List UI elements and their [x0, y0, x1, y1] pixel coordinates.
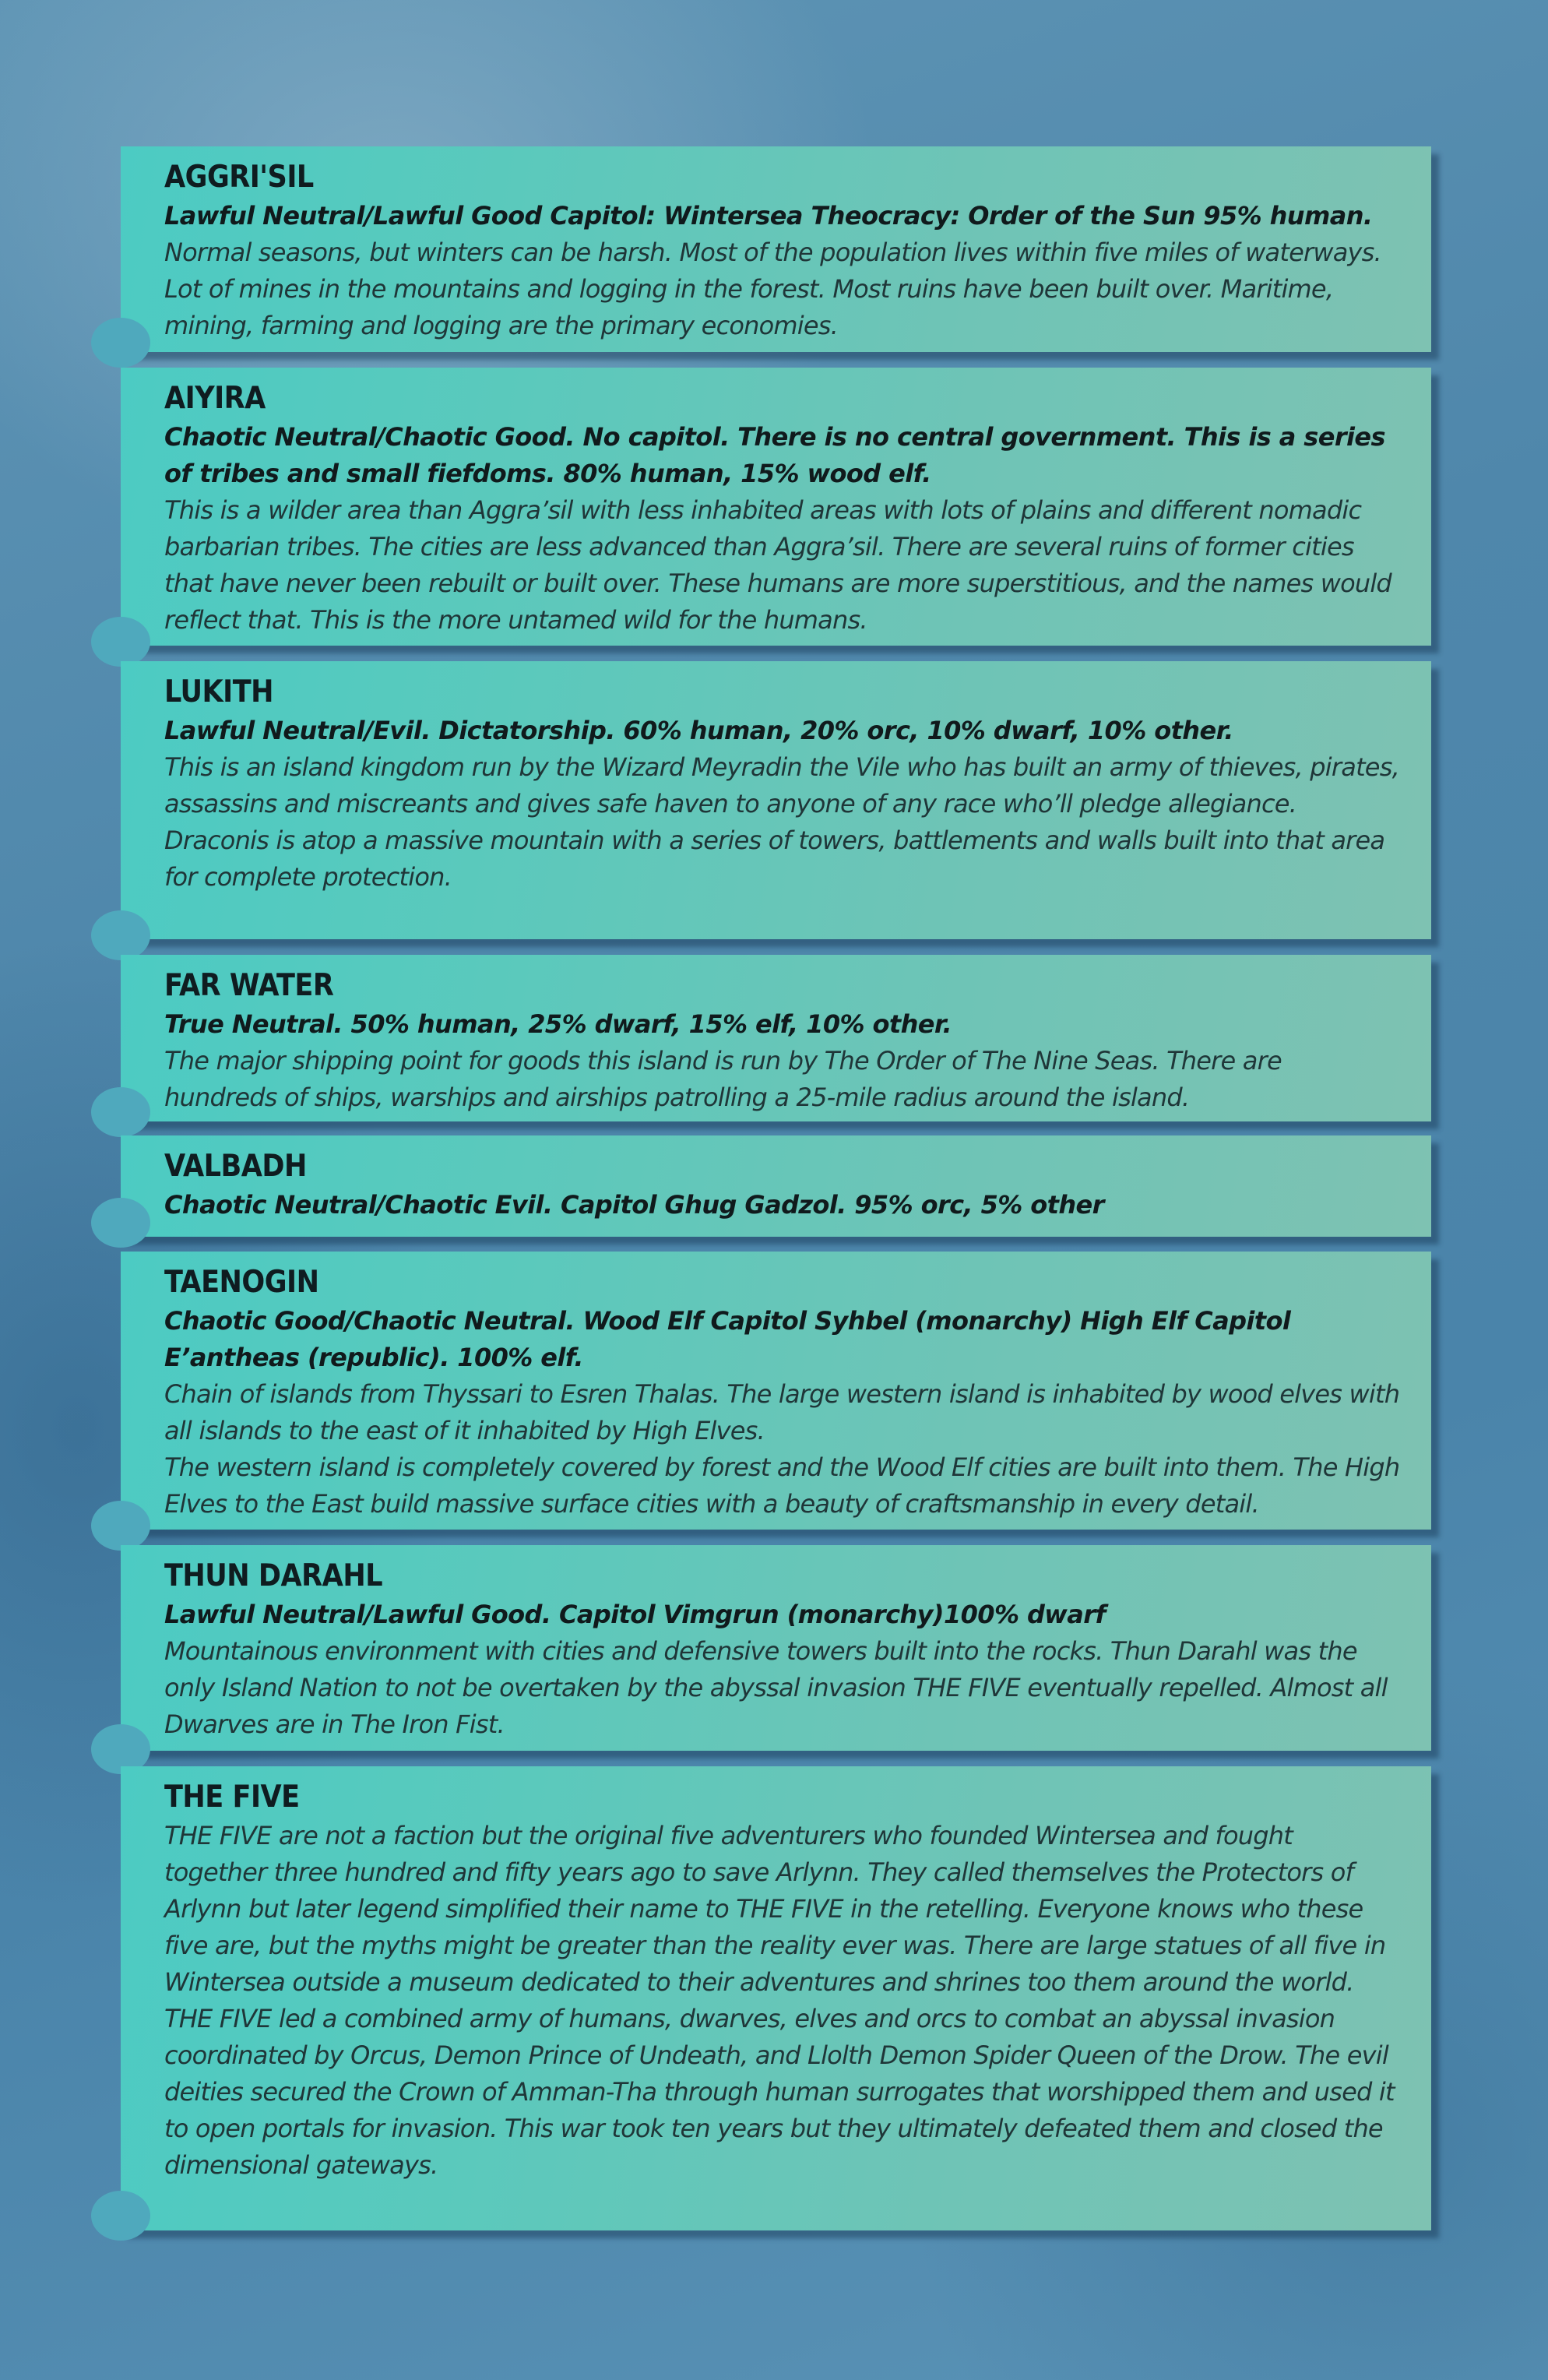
- faction-panel-far-water: [121, 955, 1431, 1121]
- faction-panel-thun-darahl: [121, 1545, 1431, 1751]
- panel-tab: [91, 1501, 150, 1551]
- panel-tab: [91, 1198, 150, 1248]
- faction-description: This is a wilder area than Aggra’sil with less inhabited areas with lots of plains and different nomadic barbarian tribes. The cities are less advanced than Aggra’sil. There are several ruins of former cities that have never been rebuilt or built over. These humans are more superstitious, and the names would reflect that. This is the more untamed wild for the humans.: [164, 495, 1391, 635]
- faction-stats: Chaotic Good/Chaotic Neutral. Wood Elf Capitol Syhbel (monarchy) High Elf Capitol E’antheas (republic). 100% elf.: [164, 1306, 1291, 1372]
- faction-description: Chain of islands from Thyssari to Esren Thalas. The large western island is inhabited by wood elves with all islands to the east of it inhabited by High Elves. The western island is completely covered by forest and the Wood Elf cities are built into them. The High Elves to the East build massive surface cities with a beauty of craftsmanship in every detail.: [164, 1379, 1400, 1519]
- faction-title: FAR WATER: [164, 968, 334, 1003]
- faction-description: This is an island kingdom run by the Wizard Meyradin the Vile who has built an army of thieves, pirates, assassins and miscreants and gives safe haven to anyone of any race who’ll pledge allegiance. Draconis is atop a massive mountain with a series of towers, battlements and walls built into that area for complete protection.: [164, 752, 1399, 892]
- faction-panel-taenogin: [121, 1252, 1431, 1530]
- faction-description: The major shipping point for goods this island is run by The Order of The Nine Seas. There are hundreds of ships, warships and airships patrolling a 25-mile radius around the island.: [164, 1046, 1282, 1112]
- faction-description: THE FIVE are not a faction but the original five adventurers who founded Wintersea and fought together three hundred and fifty years ago to save Arlynn. They called themselves the Protectors of Arlynn but later legend simplified their name to THE FIVE in the retelling. Everyone knows who these five are, but the myths might be greater than the reality ever was. There are large statues of all five in Wintersea outside a museum dedicated to their adventures and shrines too them around the world. THE FIVE led a combined army of humans, dwarves, elves and orcs to combat an abyssal invasion coordinated by Orcus, Demon Prince of Undeath, and Llolth Demon Spider Queen of the Drow. The evil deities secured the Crown of Amman-Tha through human surrogates that worshipped them and used it to open portals for invasion. This war took ten years but they ultimately defeated them and closed the dimensional gateways.: [164, 1821, 1395, 2180]
- faction-description: Mountainous environment with cities and defensive towers built into the rocks. Thun Darahl was the only Island Nation to not be overtaken by the abyssal invasion THE FIVE eventually repelled. Almost all Dwarves are in The Iron Fist.: [164, 1636, 1388, 1739]
- faction-stats: Lawful Neutral/Lawful Good Capitol: Wintersea Theocracy: Order of the Sun 95% human.: [164, 201, 1373, 231]
- faction-panel-aiyira: [121, 368, 1431, 646]
- panel-tab: [91, 1087, 150, 1137]
- faction-panel-the-five: [121, 1766, 1431, 2230]
- faction-title: VALBADH: [164, 1149, 307, 1184]
- faction-title: AGGRI'SIL: [164, 160, 314, 195]
- panel-tab: [91, 617, 150, 667]
- faction-stats: True Neutral. 50% human, 25% dwarf, 15% elf, 10% other.: [164, 1009, 952, 1039]
- panel-tab: [91, 910, 150, 960]
- faction-title: AIYIRA: [164, 381, 266, 416]
- faction-title: LUKITH: [164, 674, 273, 709]
- faction-stats: Chaotic Neutral/Chaotic Evil. Capitol Ghug Gadzol. 95% orc, 5% other: [164, 1190, 1104, 1220]
- faction-title: TAENOGIN: [164, 1265, 319, 1300]
- faction-title: THE FIVE: [164, 1780, 300, 1815]
- panel-tab: [91, 2191, 150, 2241]
- faction-description: Normal seasons, but winters can be harsh. Most of the population lives within five miles of waterways. Lot of mines in the mountains and logging in the forest. Most ruins have been built over. Maritime, mining, farming and logging are the primary economies.: [164, 238, 1381, 340]
- faction-stats: Lawful Neutral/Evil. Dictatorship. 60% human, 20% orc, 10% dwarf, 10% other.: [164, 716, 1233, 745]
- faction-panel-lukith: [121, 661, 1431, 939]
- faction-stats: Chaotic Neutral/Chaotic Good. No capitol. There is no central government. This is a series of tribes and small fiefdoms. 80% human, 15% wood elf.: [164, 422, 1385, 488]
- panel-tab: [91, 318, 150, 368]
- faction-panel-aggrisil: [121, 146, 1431, 352]
- faction-title: THUN DARAHL: [164, 1558, 383, 1593]
- faction-panel-valbadh: [121, 1135, 1431, 1237]
- faction-stats: Lawful Neutral/Lawful Good. Capitol Vimgrun (monarchy)100% dwarf: [164, 1600, 1106, 1629]
